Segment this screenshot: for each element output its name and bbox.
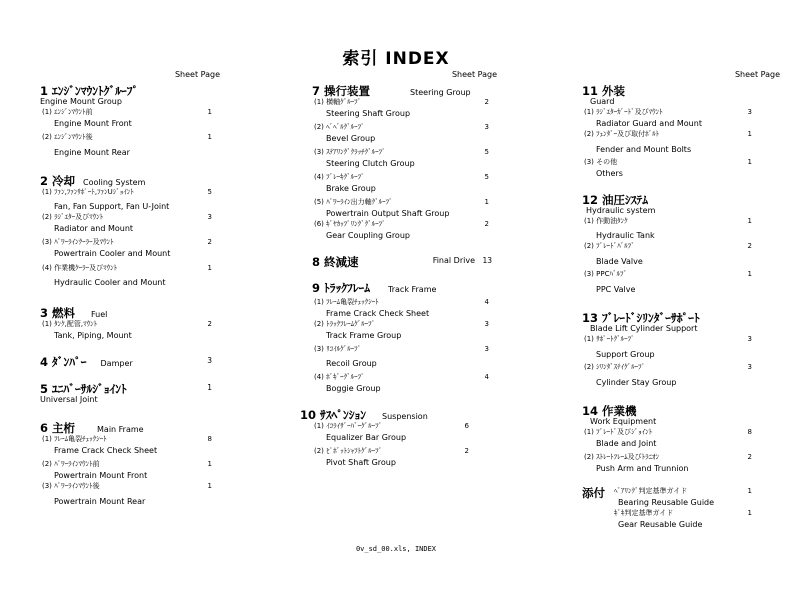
list-item: (1) ﾗｼﾞｴﾀｰｶﾞｰﾄﾞ及びﾏｳﾝﾄ Radiator Guard and Mount 3 (584, 108, 752, 128)
list-item: (1) ｲｺﾗｲｻﾞｰﾊﾞｰｸﾞﾙｰﾌﾟ Equalizer Bar Group 6 (314, 422, 469, 442)
section-subtitle: Guard (590, 97, 615, 106)
section-subtitle: Engine Mount Group (40, 97, 122, 106)
list-item: (3) ｽﾃｱﾘﾝｸﾞｸﾗｯﾁｸﾞﾙｰﾌﾟ Steering Clutch Group 5 (314, 148, 489, 168)
section-title: 1 ｴﾝｼﾞﾝﾏｳﾝﾄｸﾞﾙｰﾌﾟ (40, 84, 139, 98)
list-item: (3) その他 Others 1 (584, 158, 752, 178)
section-page: 1 (207, 383, 212, 392)
section-title: 3 燃料 (40, 306, 76, 320)
section-subtitle: Main Frame (97, 425, 144, 434)
section-title: 10 ｻｽﾍﾟﾝｼｮﾝ (300, 408, 367, 422)
section-track-frame (312, 279, 497, 394)
section-damper (40, 353, 220, 368)
section-title: 4 ﾀﾞﾝﾊﾟｰ (40, 355, 87, 369)
section-blade-cylinder (582, 309, 760, 388)
list-item: (2) ﾄﾗｯｸﾌﾚｰﾑｸﾞﾙｰﾌﾟ Track Frame Group 3 (314, 320, 489, 340)
list-item: (2) ﾍﾞﾍﾞﾙｸﾞﾙｰﾌﾟ Bevel Group 3 (314, 123, 489, 143)
section-title: 11 外装 (582, 84, 626, 98)
list-item: (1) ﾀﾝｸ,配管,ﾏｳﾝﾄ Tank, Piping, Mount 2 (42, 320, 212, 340)
section-steering (312, 82, 497, 241)
section-subtitle: Suspension (382, 412, 428, 421)
list-item: (2) ﾗｼﾞｴﾀｰ及びﾏｳﾝﾄ Radiator and Mount 3 (42, 213, 212, 233)
sheet-page-header: Sheet Page (451, 70, 497, 79)
section-subtitle: Steering Group (410, 88, 471, 97)
footer-filename: 0v_sd_00.xls, INDEX (355, 545, 437, 553)
list-item: (3) ﾊﾟﾜｰﾗｲﾝｸｰﾗｰ及ﾏｳﾝﾄ Powertrain Cooler and Mount 2 (42, 238, 212, 258)
section-page: 3 (207, 356, 212, 365)
sheet-page-header: Sheet Page (174, 70, 220, 79)
section-subtitle: Hydraulic system (586, 206, 656, 215)
index-column-1 (40, 70, 220, 507)
section-page: 13 (482, 256, 492, 265)
section-subtitle: Work Equipment (590, 417, 657, 426)
list-item: ｷﾞｷ判定基準ガイド Gear Reusable Guide 1 (614, 509, 752, 529)
section-universal-joint (40, 380, 220, 405)
section-subtitle: Blade Lift Cylinder Support (590, 324, 698, 333)
list-item: (4) 作業機ｸｰﾗｰ及びﾏｳﾝﾄ Hydraulic Cooler and Mount 1 (42, 264, 212, 287)
list-item: (2) ｽﾄﾚｰﾄﾌﾚｰﾑ及びﾄﾗﾆｵﾝ Push Arm and Trunnion 2 (584, 453, 752, 473)
list-item: (1) ﾌﾚｰﾑ亀裂ﾁｪｯｸｼｰﾄ Frame Crack Check Sheet 4 (314, 298, 489, 318)
section-title: 添付 (582, 486, 605, 500)
section-main-frame (40, 419, 220, 507)
sheet-page-header: Sheet Page (734, 70, 780, 79)
section-title: 9 ﾄﾗｯｸﾌﾚｰﾑ (312, 281, 371, 295)
section-title: 13 ﾌﾞﾚｰﾄﾞｼﾘﾝﾀﾞｰｻﾎﾟｰﾄ (582, 311, 700, 325)
list-item: (2) ﾌｪﾝﾀﾞｰ及び取付ﾎﾞﾙﾄ Fender and Mount Bolts 1 (584, 130, 752, 154)
section-title: 6 主桁 (40, 421, 76, 435)
section-hydraulic (582, 191, 760, 295)
section-subtitle: Fuel (91, 310, 108, 319)
section-subtitle: Final Drive (432, 256, 475, 265)
list-item: (1) ｴﾝｼﾞﾝﾏｳﾝﾄ前 Engine Mount Front 1 (42, 108, 212, 128)
section-title: 2 冷却 (40, 174, 76, 188)
list-item: (6) ｷﾞﾔｶｯﾌﾟﾘﾝｸﾞｸﾞﾙｰﾌﾟ Gear Coupling Group 2 (314, 220, 489, 240)
section-subtitle: Cooling System (83, 178, 146, 187)
section-subtitle: Track Frame (388, 285, 437, 294)
section-cooling (40, 172, 220, 288)
list-item: (5) ﾊﾟﾜｰﾗｲﾝ出力軸ｸﾞﾙｰﾌﾟ Powertrain Output Shaft Group 1 (314, 198, 489, 218)
section-title: 8 終減速 (312, 255, 359, 269)
list-item: (2) ﾊﾟﾜｰﾗｲﾝﾏｳﾝﾄ前 Powertrain Mount Front 1 (42, 460, 212, 480)
section-work-equipment (582, 402, 760, 474)
section-engine-mount (40, 82, 220, 158)
section-title: 7 操行装置 (312, 84, 371, 98)
section-suspension (300, 406, 497, 468)
index-column-2 (300, 70, 497, 468)
section-fuel (40, 304, 220, 341)
list-item: (1) 横軸ｸﾞﾙｰﾌﾟ Steering Shaft Group 2 (314, 98, 489, 118)
section-title: 12 油圧ｼｽﾃﾑ (582, 193, 649, 207)
section-appendix (582, 486, 760, 532)
list-item: (1) ﾌﾞﾚｰﾄﾞ及びｼﾞｮｲﾝﾄ Blade and Joint 8 (584, 428, 752, 448)
list-item: (2) ﾋﾟﾎﾞｯﾄｼｬﾌﾄｸﾞﾙｰﾌﾟ Pivot Shaft Group 2 (314, 447, 469, 467)
list-item: (2) ｼﾘﾝﾀﾞｽﾃｲｸﾞﾙｰﾌﾟ Cylinder Stay Group 3 (584, 363, 752, 387)
list-item: (1) ｻﾎﾟｰﾄｸﾞﾙｰﾌﾟ Support Group 3 (584, 335, 752, 359)
index-column-3 (582, 70, 780, 532)
list-item: ﾍﾞｱﾘﾝｸﾞ判定基準ガイド Bearing Reusable Guide 1 (614, 487, 752, 507)
list-item: (3) ﾘｺｲﾙｸﾞﾙｰﾌﾟ Recoil Group 3 (314, 345, 489, 368)
list-item: (1) 作動油ﾀﾝｸ Hydraulic Tank 1 (584, 217, 752, 240)
section-final-drive (312, 253, 497, 268)
section-title: 5 ﾕﾆﾊﾞｰｻﾙｼﾞｮｲﾝﾄ (40, 382, 127, 396)
list-item: (3) ﾊﾟﾜｰﾗｲﾝﾏｳﾝﾄ後 Powertrain Mount Rear 1 (42, 482, 212, 506)
section-subtitle: Damper (100, 359, 133, 368)
page-title: 索引 INDEX (342, 49, 450, 69)
list-item: (1) ﾌｧﾝ,ﾌｧﾝｻﾎﾟｰﾄ,ﾌｧﾝUｼﾞｮｲﾝﾄ Fan, Fan Support, Fan U-Joint 5 (42, 188, 212, 211)
list-item: (2) ｴﾝｼﾞﾝﾏｳﾝﾄ後 Engine Mount Rear 1 (42, 133, 212, 157)
list-item: (3) PPCﾊﾞﾙﾌﾞ PPC Valve 1 (584, 270, 752, 294)
section-subtitle: Universal Joint (40, 395, 98, 404)
list-item: (2) ﾌﾞﾚｰﾄﾞﾊﾞﾙﾌﾞ Blade Valve 2 (584, 242, 752, 266)
section-title: 14 作業機 (582, 404, 637, 418)
section-guard (582, 82, 760, 179)
list-item: (4) ﾌﾞﾚｰｷｸﾞﾙｰﾌﾟ Brake Group 5 (314, 173, 489, 193)
list-item: (1) ﾌﾚｰﾑ亀裂ﾁｪｯｸｼｰﾄ Frame Crack Check Sheet 8 (42, 435, 212, 455)
list-item: (4) ﾎﾞｷﾞｰｸﾞﾙｰﾌﾟ Boggie Group 4 (314, 373, 489, 393)
